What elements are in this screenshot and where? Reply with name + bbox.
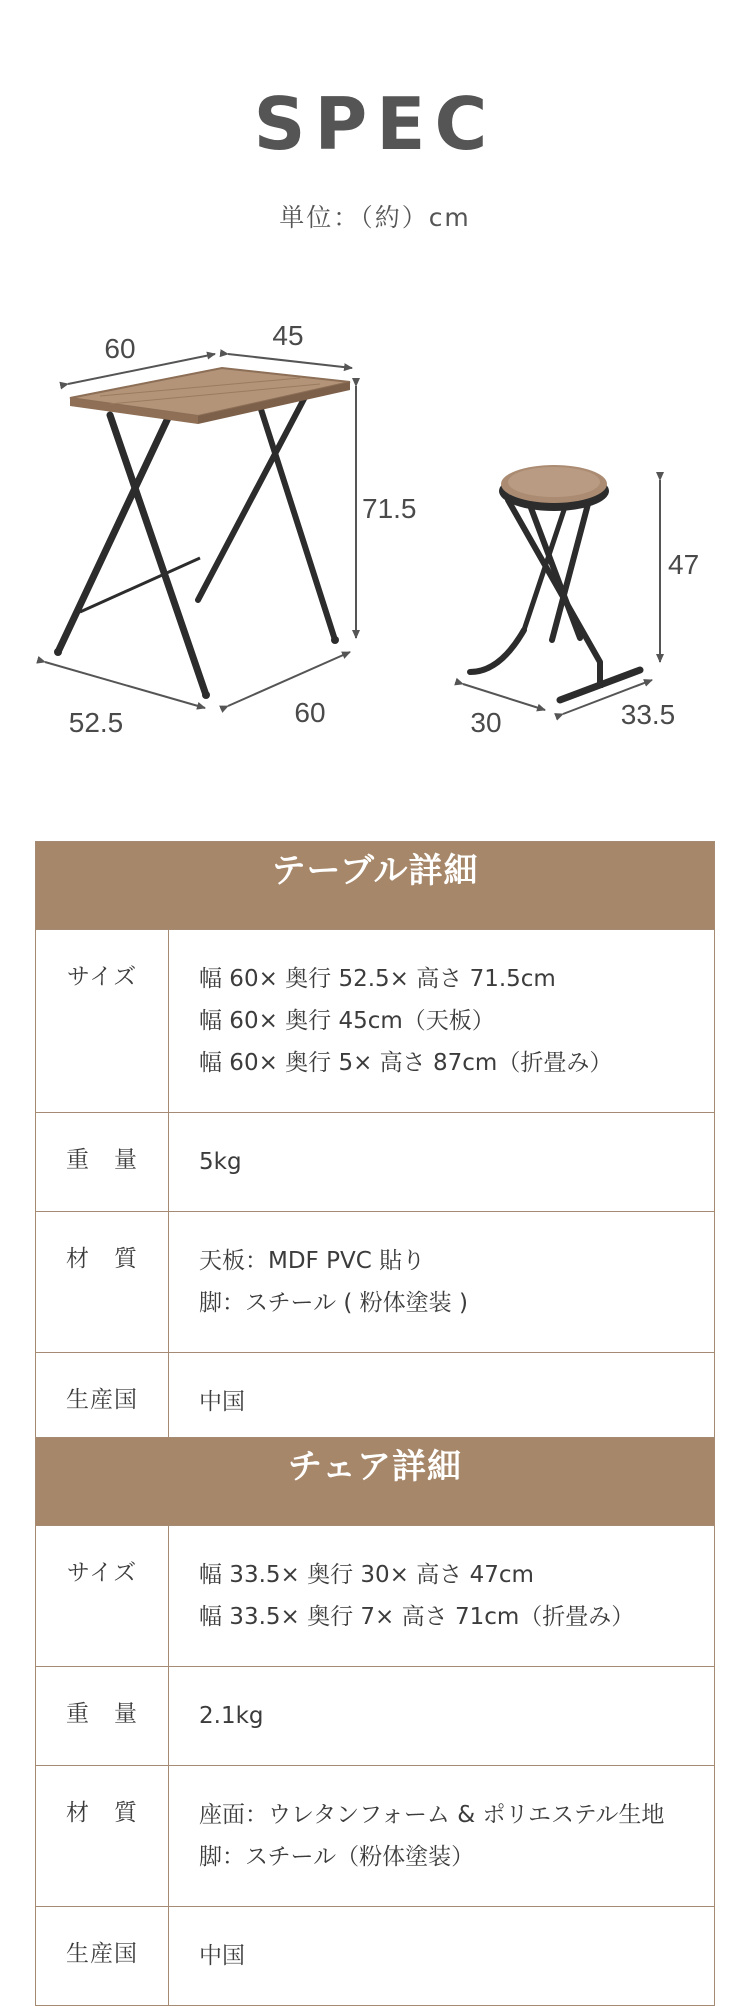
- row-value: [169, 1526, 715, 1667]
- dim-table-base-depth: 52.5: [68, 707, 124, 738]
- row-label: サイズ: [36, 930, 169, 1113]
- value-line: 天板：MDF PVC 貼り: [199, 1248, 426, 1274]
- dim-table-top-width: 60: [104, 333, 136, 364]
- table-row: [36, 1212, 715, 1353]
- value-line: 幅 33.5× 奥行 7× 高さ 71cm（折畳み）: [199, 1604, 635, 1630]
- table-spec-title: テーブル詳細: [36, 842, 715, 930]
- chair-spec-title: チェア詳細: [36, 1438, 715, 1526]
- table-illustration: [54, 368, 350, 699]
- dim-chair-height: 47: [668, 549, 700, 580]
- row-label: 生産国: [36, 1907, 169, 2006]
- value-line: 座面：ウレタンフォーム & ポリエステル生地: [199, 1802, 665, 1828]
- value-line: 中国: [199, 1943, 245, 1969]
- chair-illustration: [470, 465, 640, 700]
- row-value: [169, 1113, 715, 1212]
- dim-table-top-depth: 45: [272, 320, 304, 351]
- table-row: [36, 1907, 715, 2006]
- value-line: 2.1kg: [199, 1703, 264, 1729]
- table-row: [36, 930, 715, 1113]
- dim-table-base-width: 60: [294, 697, 326, 728]
- row-label: 重 量: [36, 1113, 169, 1212]
- row-label: 重 量: [36, 1667, 169, 1766]
- table-row: [36, 1766, 715, 1907]
- value-line: 脚：スチール ( 粉体塗装 ): [199, 1290, 468, 1316]
- row-label: 材 質: [36, 1766, 169, 1907]
- row-value: [169, 1766, 715, 1907]
- value-line: 脚：スチール（粉体塗装）: [199, 1844, 475, 1870]
- page-title: SPEC: [253, 82, 497, 166]
- value-line: 幅 33.5× 奥行 30× 高さ 47cm: [199, 1562, 534, 1588]
- chair-spec-table: [35, 1437, 715, 2006]
- row-label: 材 質: [36, 1212, 169, 1353]
- value-line: 幅 60× 奥行 5× 高さ 87cm（折畳み）: [199, 1050, 613, 1076]
- row-value: [169, 930, 715, 1113]
- dim-chair-base-depth: 30: [470, 707, 502, 738]
- value-line: 5kg: [199, 1149, 242, 1175]
- unit-note: 単位：（約）cm: [279, 203, 471, 232]
- product-dimension-figure: [0, 300, 750, 760]
- table-row: [36, 1526, 715, 1667]
- dim-table-height: 71.5: [362, 493, 417, 524]
- table-row: [36, 1667, 715, 1766]
- value-line: 中国: [199, 1389, 245, 1415]
- dim-chair-base-width: 33.5: [620, 699, 676, 730]
- row-value: [169, 1667, 715, 1766]
- value-line: 幅 60× 奥行 45cm（天板）: [199, 1008, 495, 1034]
- table-row: [36, 1113, 715, 1212]
- dimension-drawing: [0, 300, 750, 760]
- row-value: [169, 1907, 715, 2006]
- table-spec-table: [35, 841, 715, 1452]
- row-label: サイズ: [36, 1526, 169, 1667]
- row-value: [169, 1212, 715, 1353]
- row-label: 生産国: [36, 1353, 169, 1452]
- value-line: 幅 60× 奥行 52.5× 高さ 71.5cm: [199, 966, 556, 992]
